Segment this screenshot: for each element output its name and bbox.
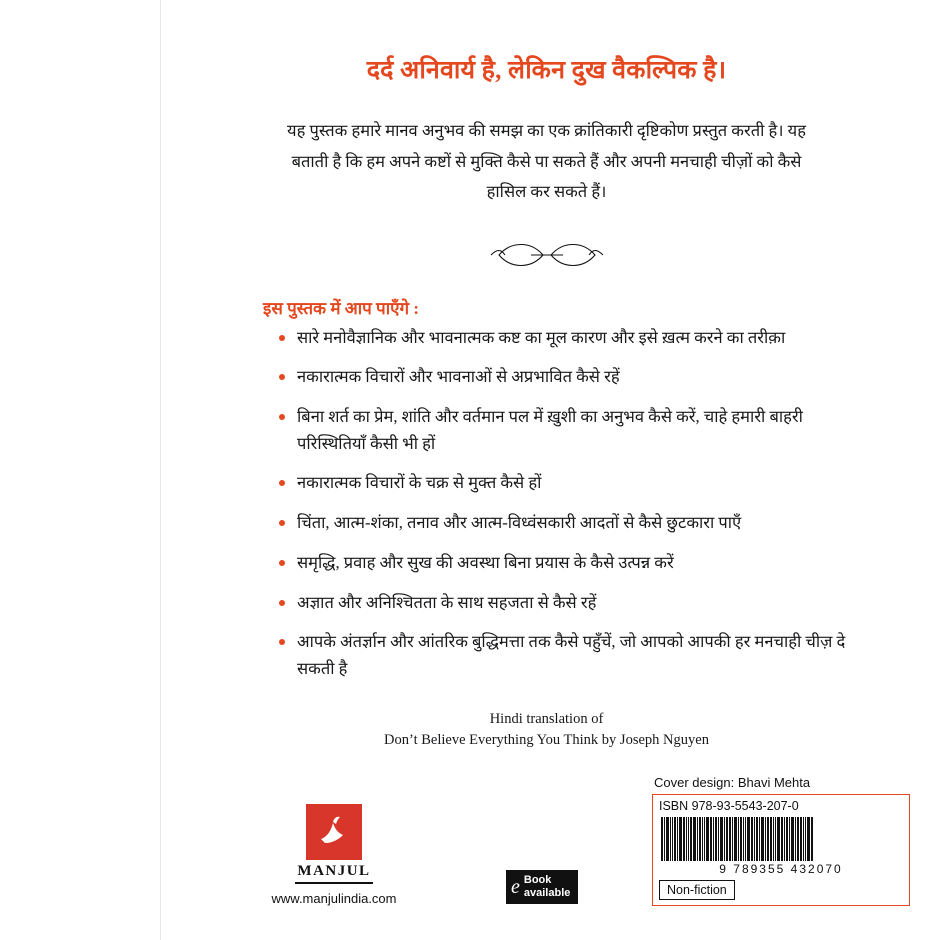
list-item: बिना शर्त का प्रेम, शांति और वर्तमान पल में ख़ुशी का अनुभव कैसे करें, चाहे हमारी बाहरी परिस्थितियाँ कैसी भी हों xyxy=(279,404,846,457)
category-badge: Non-fiction xyxy=(659,880,735,900)
list-item: आपके अंतर्ज्ञान और आंतरिक बुद्धिमत्ता तक कैसे पहुँचें, जो आपको आपकी हर मनचाही चीज़ दे सकती है xyxy=(279,629,846,682)
ebook-available-badge xyxy=(506,870,578,904)
highlights-list xyxy=(201,325,892,683)
ornament-divider-icon xyxy=(487,232,607,278)
ebook-text xyxy=(524,874,570,899)
translation-note-line2: Don’t Believe Everything You Think by Joseph Nguyen xyxy=(384,732,709,749)
publisher-url[interactable]: www.manjulindia.com xyxy=(271,891,397,906)
manjul-bird-icon xyxy=(306,804,362,860)
page-title: दर्द अनिवार्य है, लेकिन दुख वैकल्पिक है। xyxy=(366,57,727,84)
logo-underline xyxy=(295,882,373,884)
list-item: नकारात्मक विचारों के चक्र से मुक्त कैसे हों xyxy=(279,470,846,497)
back-cover-footer xyxy=(161,776,932,906)
cover-design-credit: Cover design: Bhavi Mehta xyxy=(654,775,811,790)
translation-note xyxy=(201,709,892,753)
translation-note-line1: Hindi translation of xyxy=(489,710,604,727)
barcode-digits: 9 789355 432070 xyxy=(719,862,843,876)
list-heading: इस पुस्तक में आप पाएँगे : xyxy=(263,298,419,318)
ebook-line-2: available xyxy=(523,887,571,899)
isbn-label: ISBN 978-93-5543-207-0 xyxy=(659,799,799,813)
list-item: नकारात्मक विचारों और भावनाओं से अप्रभावित कैसे रहें xyxy=(279,364,846,391)
barcode-icon xyxy=(659,817,903,861)
ebook-e-letter: e xyxy=(511,876,520,898)
list-item: समृद्धि, प्रवाह और सुख की अवस्था बिना प्रयास के कैसे उत्पन्न करें xyxy=(279,550,846,577)
spine-area-right xyxy=(932,0,940,940)
list-item: सारे मनोवैज्ञानिक और भावनात्मक कष्ट का मूल कारण और इसे ख़त्म करने का तरीक़ा xyxy=(279,325,846,352)
isbn-block xyxy=(652,775,910,906)
ebook-line-1: Book xyxy=(523,874,552,887)
list-item: चिंता, आत्म-शंका, तनाव और आत्म-विध्वंसकारी आदतों से कैसे छुटकारा पाएँ xyxy=(279,510,846,537)
publisher-name: MANJUL xyxy=(297,863,371,879)
spine-area-left xyxy=(0,0,161,940)
list-item: अज्ञात और अनिश्चितता के साथ सहजता से कैसे रहें xyxy=(279,590,846,617)
blurb-paragraph: यह पुस्तक हमारे मानव अनुभव की समझ का एक क्रांतिकारी दृष्टिकोण प्रस्तुत करती है। यह बताती है कि हम अपने कष्टों से मुक्ति कैसे पा सकते हैं और अपनी मनचाही चीज़ों को कैसे हासिल कर सकते हैं। xyxy=(287,121,806,202)
barcode-box xyxy=(652,794,910,906)
publisher-logo-block xyxy=(239,804,429,906)
